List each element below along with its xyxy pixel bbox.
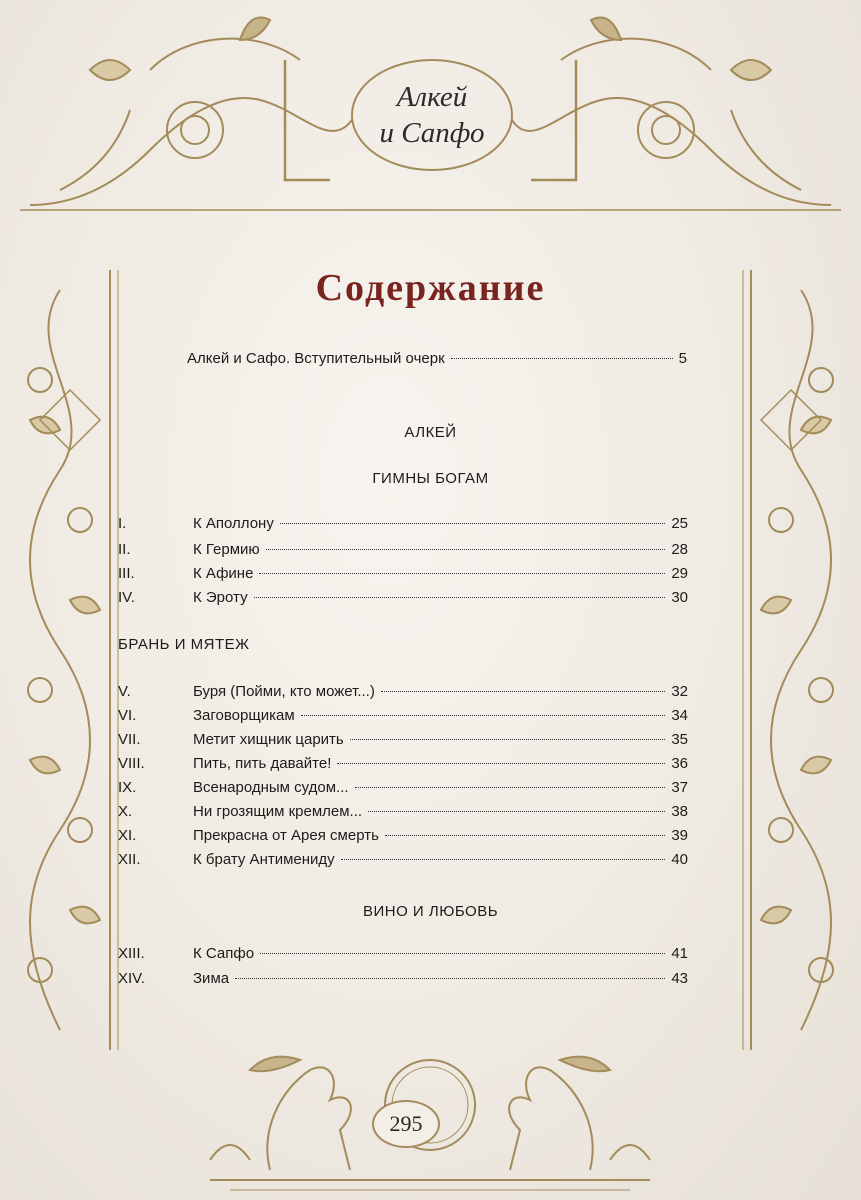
dot-leader bbox=[341, 859, 666, 860]
section-heading: ВИНО И ЛЮБОВЬ bbox=[362, 903, 499, 920]
left-floral-border bbox=[0, 270, 140, 1050]
toc-entry-number: III. bbox=[118, 565, 135, 582]
toc-entry-title: Пить, пить давайте! bbox=[193, 755, 332, 772]
author-heading: АЛКЕЙ bbox=[404, 424, 457, 441]
toc-entry-page: 34 bbox=[671, 707, 688, 724]
dot-leader bbox=[254, 597, 666, 598]
toc-entry[interactable] bbox=[118, 589, 688, 606]
dot-leader bbox=[337, 763, 665, 764]
dot-leader bbox=[259, 573, 665, 574]
dot-leader bbox=[385, 835, 665, 836]
toc-entry-title: К брату Антимениду bbox=[193, 851, 335, 868]
toc-entry-page: 25 bbox=[671, 515, 688, 532]
toc-entry-number: X. bbox=[118, 803, 133, 820]
dot-leader bbox=[355, 787, 666, 788]
toc-entry-intro[interactable] bbox=[187, 350, 687, 367]
toc-entry-title: К Аполлону bbox=[193, 515, 274, 532]
toc-entry-page: 28 bbox=[671, 541, 688, 558]
toc-entry-number: VII. bbox=[118, 731, 141, 748]
toc-entry[interactable] bbox=[118, 755, 688, 772]
toc-entry-title: Прекрасна от Арея смерть bbox=[193, 827, 379, 844]
section-heading: БРАНЬ И МЯТЕЖ bbox=[118, 636, 250, 653]
toc-entry-page: 29 bbox=[671, 565, 688, 582]
toc-entry[interactable] bbox=[118, 541, 688, 558]
toc-entry-title: К Сапфо bbox=[193, 945, 255, 962]
toc-entry-page: 41 bbox=[671, 945, 688, 962]
toc-entry[interactable] bbox=[118, 945, 688, 962]
dot-leader bbox=[301, 715, 666, 716]
toc-entry[interactable] bbox=[118, 565, 688, 582]
toc-entry-number: I. bbox=[118, 515, 127, 532]
toc-entry[interactable] bbox=[118, 707, 688, 724]
toc-entry-number: XI. bbox=[118, 827, 137, 844]
toc-entry[interactable] bbox=[118, 851, 688, 868]
dot-leader bbox=[451, 358, 673, 359]
right-floral-border bbox=[721, 270, 861, 1050]
toc-entry-number: VI. bbox=[118, 707, 137, 724]
toc-entry-page: 36 bbox=[671, 755, 688, 772]
section-heading: ГИМНЫ БОГАМ bbox=[372, 470, 489, 487]
toc-entry-number: XIII. bbox=[118, 945, 145, 962]
toc-entry-number: XIV. bbox=[118, 970, 145, 987]
toc-entry-number: VIII. bbox=[118, 755, 145, 772]
book-title-line1: Алкей bbox=[396, 81, 468, 113]
dot-leader bbox=[260, 953, 665, 954]
toc-entry-title: К Гермию bbox=[193, 541, 260, 558]
toc-entry-title: Зима bbox=[193, 970, 230, 987]
toc-entry[interactable] bbox=[118, 803, 688, 820]
toc-entry-page: 30 bbox=[671, 589, 688, 606]
toc-entry-page: 40 bbox=[671, 851, 688, 868]
dot-leader bbox=[350, 739, 666, 740]
toc-entry-number: V. bbox=[118, 683, 131, 700]
toc-entry-title: К Афине bbox=[193, 565, 254, 582]
toc-entry[interactable] bbox=[118, 827, 688, 844]
toc-entry-page: 38 bbox=[671, 803, 688, 820]
toc-entry-title: Буря (Пойми, кто может...) bbox=[193, 683, 375, 700]
toc-entry-page: 35 bbox=[671, 731, 688, 748]
dot-leader bbox=[280, 523, 665, 524]
book-title-medallion bbox=[352, 60, 512, 170]
dot-leader bbox=[235, 978, 665, 979]
toc-entry-title: К Эроту bbox=[193, 589, 248, 606]
toc-entry-number: IV. bbox=[118, 589, 135, 606]
toc-entry-title: Ни грозящим кремлем... bbox=[193, 803, 363, 820]
toc-entry[interactable] bbox=[118, 970, 688, 987]
toc-entry-page: 37 bbox=[671, 779, 688, 796]
contents-heading: Содержание bbox=[315, 267, 546, 309]
dot-leader bbox=[381, 691, 665, 692]
toc-entry-page: 32 bbox=[671, 683, 688, 700]
toc-entry-title: Всенародным судом... bbox=[193, 779, 349, 796]
dot-leader bbox=[266, 549, 666, 550]
toc-entry-title: Заговорщикам bbox=[193, 707, 295, 724]
toc-entry[interactable] bbox=[118, 731, 688, 748]
toc-entry-page: 43 bbox=[671, 970, 688, 987]
toc-entry-title: Алкей и Сафо. Вступительный очерк bbox=[187, 350, 445, 367]
dot-leader bbox=[368, 811, 665, 812]
toc-entry-title: Метит хищник царить bbox=[193, 731, 344, 748]
toc-entry-number: XII. bbox=[118, 851, 141, 868]
toc-entry[interactable] bbox=[118, 779, 688, 796]
toc-entry[interactable] bbox=[118, 515, 688, 532]
book-title-line2: и Сапфо bbox=[379, 117, 485, 149]
page-number: 295 bbox=[372, 1100, 440, 1148]
toc-entry-number: II. bbox=[118, 541, 131, 558]
toc-entry[interactable] bbox=[118, 683, 688, 700]
toc-entry-page: 39 bbox=[671, 827, 688, 844]
toc-entry-number: IX. bbox=[118, 779, 137, 796]
toc-entry-page: 5 bbox=[678, 350, 687, 367]
